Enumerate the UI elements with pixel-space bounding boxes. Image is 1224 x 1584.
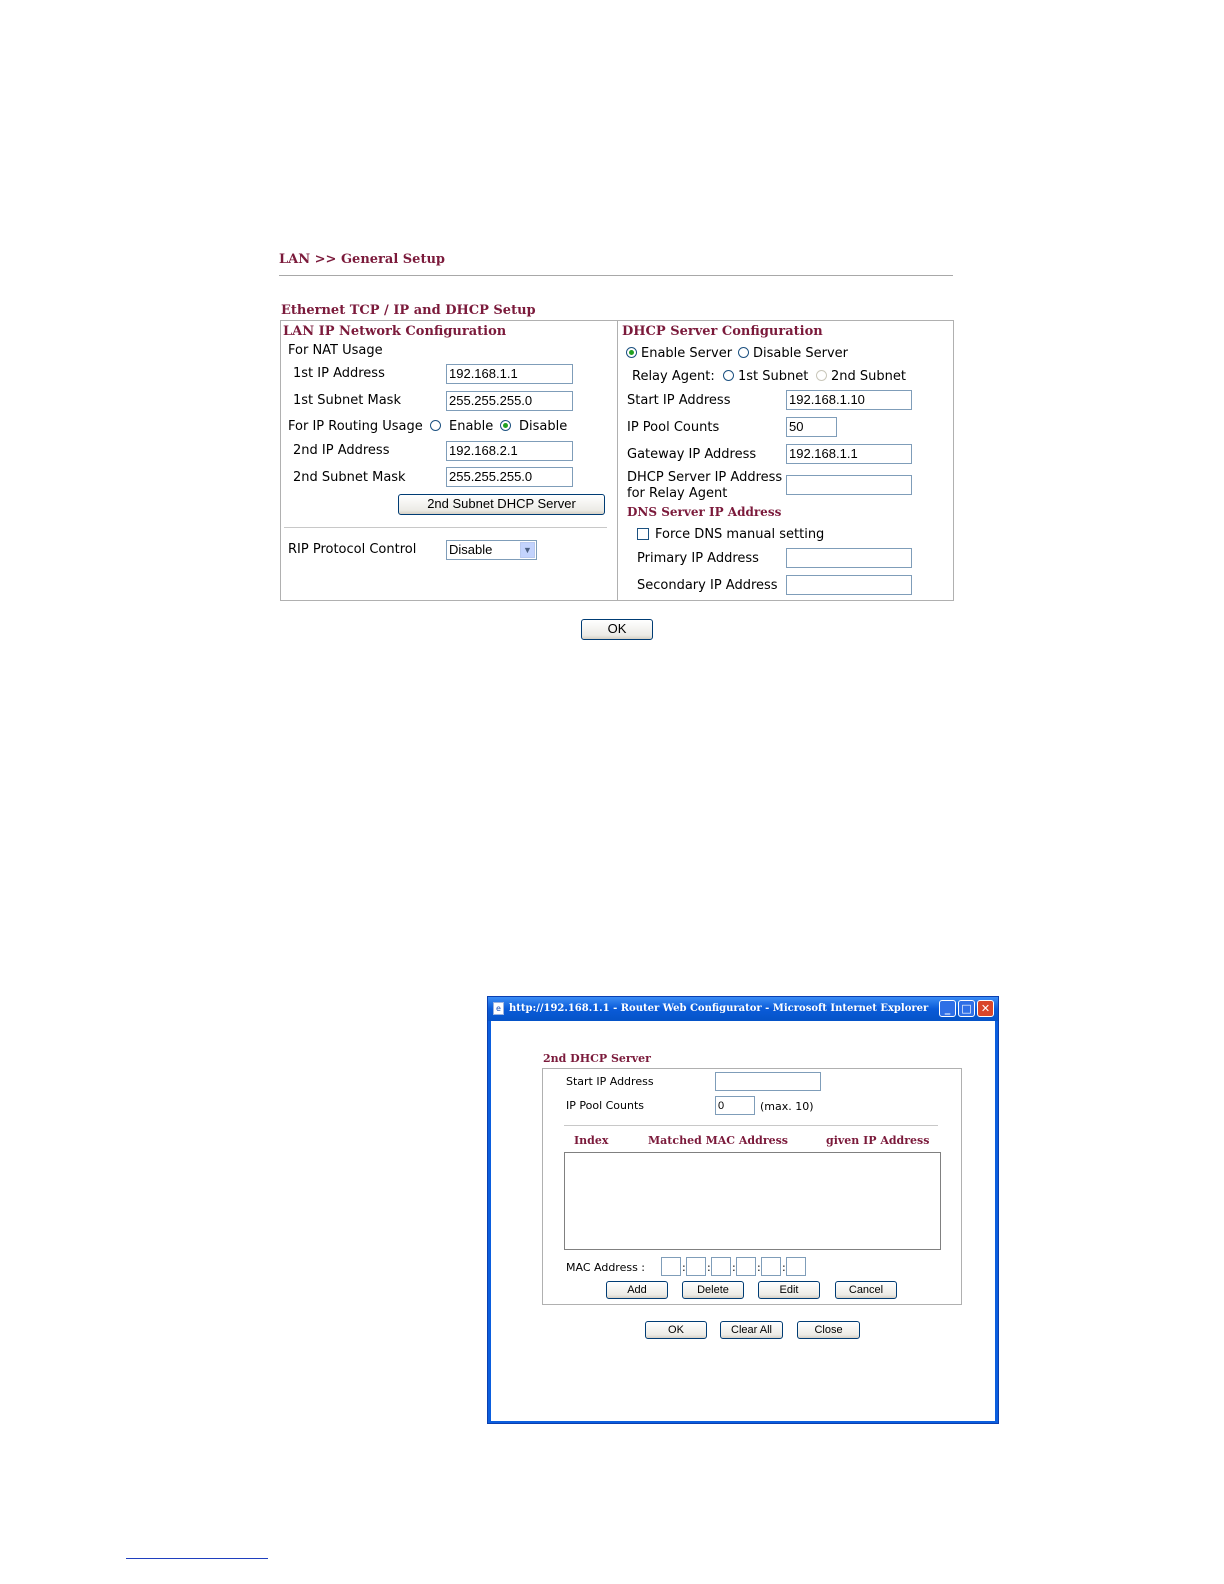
mac-field-3[interactable] bbox=[711, 1257, 731, 1276]
mac-field-2[interactable] bbox=[686, 1257, 706, 1276]
add-button[interactable]: Add bbox=[606, 1281, 668, 1299]
ok-button[interactable]: OK bbox=[581, 619, 653, 640]
enable-server-label: Enable Server bbox=[641, 346, 733, 361]
mask1-input[interactable]: 255.255.255.0 bbox=[446, 391, 573, 411]
mac-separator: : bbox=[707, 1261, 711, 1274]
relay-ip-input[interactable] bbox=[786, 475, 912, 495]
divider bbox=[279, 275, 953, 276]
popup-divider bbox=[564, 1125, 938, 1126]
popup-window-title: http://192.168.1.1 - Router Web Configurator - Microsoft Internet Explorer bbox=[509, 1003, 929, 1014]
footer-rule bbox=[126, 1558, 268, 1559]
column-mac: Matched MAC Address bbox=[648, 1134, 788, 1147]
ip2-label: 2nd IP Address bbox=[293, 443, 390, 458]
primary-ip-input[interactable] bbox=[786, 548, 912, 568]
relay-ip-label-1: DHCP Server IP Address bbox=[627, 470, 783, 485]
rip-select[interactable] bbox=[446, 540, 537, 560]
gateway-input[interactable]: 192.168.1.1 bbox=[786, 444, 912, 464]
breadcrumb: LAN >> General Setup bbox=[279, 252, 445, 267]
pool-counts-input[interactable]: 50 bbox=[786, 417, 837, 437]
popup-start-ip-label: Start IP Address bbox=[566, 1075, 654, 1088]
dns-title: DNS Server IP Address bbox=[627, 505, 782, 519]
start-ip-input[interactable]: 192.168.1.10 bbox=[786, 390, 912, 410]
column-given-ip: given IP Address bbox=[826, 1134, 930, 1147]
popup-start-ip-input[interactable] bbox=[715, 1072, 821, 1091]
start-ip-label: Start IP Address bbox=[627, 393, 731, 408]
mac-separator: : bbox=[682, 1261, 686, 1274]
ip1-input[interactable]: 192.168.1.1 bbox=[446, 364, 573, 384]
mask2-input[interactable]: 255.255.255.0 bbox=[446, 467, 573, 487]
section-title: Ethernet TCP / IP and DHCP Setup bbox=[281, 303, 536, 318]
rip-select-value: Disable bbox=[449, 542, 493, 557]
disable-server-radio[interactable] bbox=[738, 347, 749, 358]
clear-all-button[interactable]: Clear All bbox=[720, 1321, 783, 1339]
enable-server-radio[interactable] bbox=[626, 347, 637, 358]
mac-list-box[interactable] bbox=[564, 1152, 941, 1250]
popup-pool-hint: (max. 10) bbox=[760, 1100, 814, 1113]
maximize-icon[interactable]: □ bbox=[958, 1000, 975, 1017]
mask1-label: 1st Subnet Mask bbox=[293, 393, 401, 408]
routing-disable-radio[interactable] bbox=[500, 420, 511, 431]
popup-pool-label: IP Pool Counts bbox=[566, 1099, 645, 1112]
popup-pool-input[interactable]: 0 bbox=[715, 1096, 755, 1115]
relay-ip-label-2: for Relay Agent bbox=[627, 486, 728, 501]
secondary-ip-label: Secondary IP Address bbox=[637, 578, 778, 593]
edit-button[interactable]: Edit bbox=[758, 1281, 820, 1299]
relay-2nd-radio[interactable] bbox=[816, 370, 827, 381]
ie-page-icon: e bbox=[493, 1002, 504, 1015]
cancel-button[interactable]: Cancel bbox=[835, 1281, 897, 1299]
routing-enable-label: Enable bbox=[449, 419, 494, 434]
lan-config-title: LAN IP Network Configuration bbox=[283, 324, 507, 339]
popup-title: 2nd DHCP Server bbox=[543, 1052, 651, 1065]
dhcp-config-title: DHCP Server Configuration bbox=[622, 324, 823, 339]
ip2-input[interactable]: 192.168.2.1 bbox=[446, 441, 573, 461]
close-button[interactable]: Close bbox=[797, 1321, 860, 1339]
popup-title-bar[interactable] bbox=[488, 997, 998, 1021]
secondary-ip-input[interactable] bbox=[786, 575, 912, 595]
mac-separator: : bbox=[732, 1261, 736, 1274]
primary-ip-label: Primary IP Address bbox=[637, 551, 759, 566]
mac-field-1[interactable] bbox=[661, 1257, 681, 1276]
force-dns-label: Force DNS manual setting bbox=[655, 527, 825, 542]
relay-2nd-label: 2nd Subnet bbox=[831, 369, 906, 384]
relay-agent-label: Relay Agent: bbox=[632, 369, 715, 384]
mac-separator: : bbox=[757, 1261, 761, 1274]
mask2-label: 2nd Subnet Mask bbox=[293, 470, 406, 485]
lan-divider bbox=[284, 527, 607, 528]
chevron-down-icon: ▼ bbox=[520, 542, 535, 558]
disable-server-label: Disable Server bbox=[753, 346, 848, 361]
pool-counts-label: IP Pool Counts bbox=[627, 420, 720, 435]
rip-label: RIP Protocol Control bbox=[288, 542, 417, 557]
nat-usage-label: For NAT Usage bbox=[288, 343, 383, 358]
relay-1st-label: 1st Subnet bbox=[738, 369, 809, 384]
mac-field-4[interactable] bbox=[736, 1257, 756, 1276]
routing-usage-label: For IP Routing Usage bbox=[288, 419, 423, 434]
mac-address-label: MAC Address : bbox=[566, 1261, 646, 1274]
mac-field-6[interactable] bbox=[786, 1257, 806, 1276]
popup-ok-button[interactable]: OK bbox=[645, 1321, 707, 1339]
minimize-icon[interactable]: _ bbox=[939, 1000, 956, 1017]
close-icon[interactable]: ✕ bbox=[977, 1000, 994, 1017]
routing-disable-label: Disable bbox=[519, 419, 568, 434]
force-dns-checkbox[interactable] bbox=[637, 528, 649, 540]
delete-button[interactable]: Delete bbox=[682, 1281, 744, 1299]
mac-separator: : bbox=[782, 1261, 786, 1274]
gateway-label: Gateway IP Address bbox=[627, 447, 757, 462]
mac-field-5[interactable] bbox=[761, 1257, 781, 1276]
column-index: Index bbox=[574, 1134, 609, 1147]
ip1-label: 1st IP Address bbox=[293, 366, 385, 381]
dhcp2-server-button[interactable]: 2nd Subnet DHCP Server bbox=[398, 494, 605, 515]
routing-enable-radio[interactable] bbox=[430, 420, 441, 431]
relay-1st-radio[interactable] bbox=[723, 370, 734, 381]
